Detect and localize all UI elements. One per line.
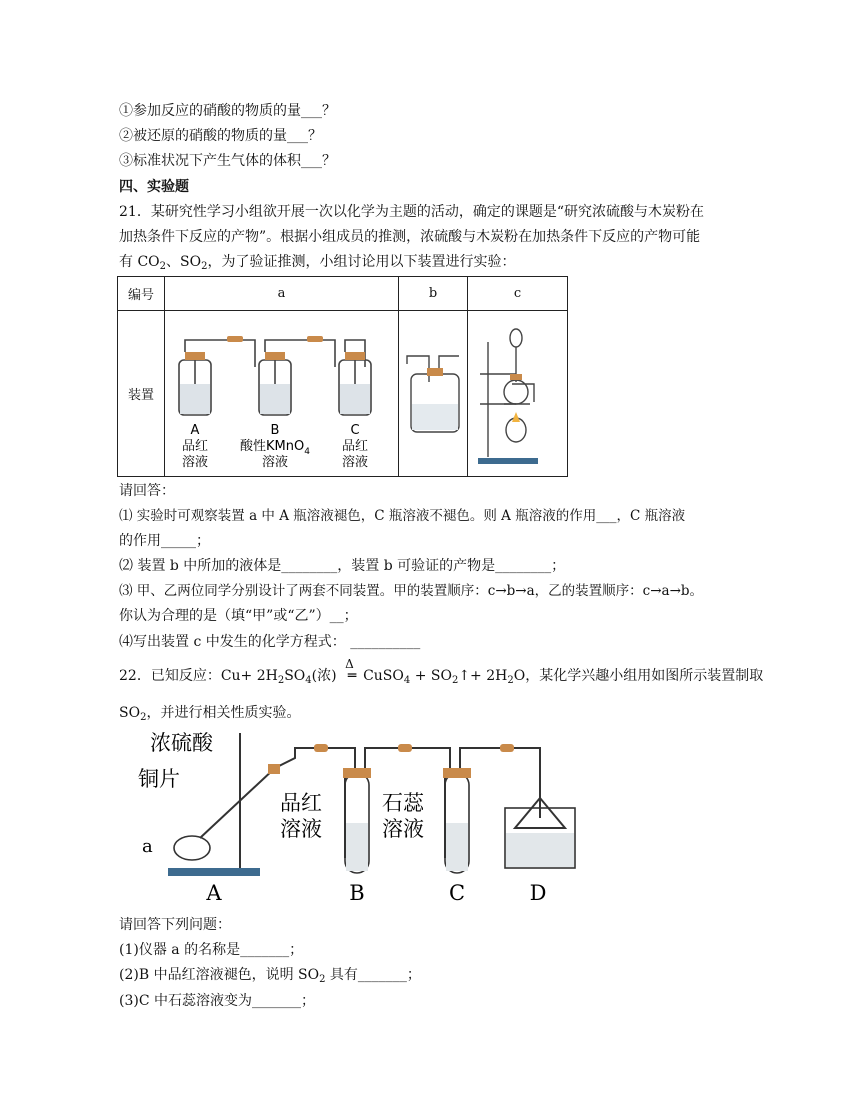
q22-stem-line1: 22．已知反应：$Cu+ 2H_2SO_4$(浓) Δ ═ CuSO$_4$ + $SO_2↑+ 2H_2O$，某化学兴趣小组用如图所示装置制取: [119, 657, 764, 686]
table-row-label: 装置: [118, 311, 165, 477]
bottle-a-label1: 品红: [181, 438, 209, 454]
q21-stem-line2: 加热条件下反应的产物”。根据小组成员的推测，浓硫酸与木炭粉在加热条件下反应的产物可能: [119, 229, 701, 245]
table-header-a: a: [165, 277, 399, 311]
label-C: C: [448, 881, 466, 905]
bottle-b-letter: B: [270, 422, 280, 438]
label-concentrated-sulfuric-acid: 浓硫酸: [150, 731, 213, 755]
q21-stem-line1: 21．某研究性学习小组欲开展一次以化学为主题的活动，确定的课题是“研究浓硫酸与木炭粉在: [119, 204, 704, 220]
apparatus-b-cell: [399, 311, 468, 477]
q22-stem-line2: $SO_2$，并进行相关性质实验。: [119, 705, 301, 723]
q21-sub4: ⑷写出装置 c 中发生的化学方程式： __________: [119, 634, 421, 650]
bottle-b-label2: 溶液: [261, 454, 289, 470]
label-pinhong: 品红: [280, 791, 322, 815]
q21-answer-intro: 请回答：: [119, 483, 175, 499]
label-pinhong-solution: 溶液: [280, 817, 322, 841]
bottle-c-label2: 溶液: [341, 454, 369, 470]
apparatus-b-diagram: [399, 312, 467, 472]
label-D: D: [529, 881, 547, 905]
q20-part3: ③标准状况下产生气体的体积___？: [119, 153, 336, 169]
apparatus-table: [117, 276, 568, 477]
table-header-label: 编号: [118, 277, 165, 311]
section-title: 四、实验题: [119, 179, 189, 195]
apparatus-c-diagram: [468, 312, 567, 472]
bottle-a-letter: A: [190, 422, 200, 438]
bottle-c-label1: 品红: [341, 438, 369, 454]
q21-stem-line3: 有 $CO_2$、$SO_2$，为了验证推测，小组讨论用以下装置进行实验：: [119, 254, 516, 272]
label-copper-sheet: 铜片: [138, 767, 180, 791]
apparatus-c-cell: [468, 311, 568, 477]
q20-part1: ①参加反应的硝酸的物质的量___？: [119, 103, 336, 119]
q21-sub1-line2: 的作用_____；: [119, 533, 210, 549]
label-A: A: [206, 881, 222, 905]
bottle-c-letter: C: [350, 422, 360, 438]
q21-sub2: ⑵ 装置 b 中所加的液体是________，装置 b 可验证的产物是________；: [119, 558, 566, 574]
q22-sub3: (3)C 中石蕊溶液变为_______；: [119, 993, 315, 1009]
q22-intro: 请回答下列问题：: [119, 917, 231, 933]
label-B: B: [349, 881, 365, 905]
q21-sub3-line2: 你认为合理的是（填“甲”或“乙”）__；: [119, 608, 358, 624]
q22-sub1: (1)仪器 a 的名称是_______；: [119, 942, 304, 958]
label-litmus-solution: 溶液: [382, 817, 424, 841]
apparatus-a-diagram: [165, 312, 398, 472]
table-header-b: b: [399, 277, 468, 311]
q20-part2: ②被还原的硝酸的物质的量___？: [119, 128, 322, 144]
q21-sub3-line1: ⑶ 甲、乙两位同学分别设计了两套不同装置。甲的装置顺序：c→b→a，乙的装置顺序：c→a→b。: [119, 583, 704, 599]
bottle-b-label1: 酸性KMnO$_4$: [240, 438, 310, 457]
heat-condition-arrow: Δ ═: [345, 657, 357, 684]
q21-sub1-line1: ⑴ 实验时可观察装置 a 中 A 瓶溶液褪色，C 瓶溶液不褪色。则 A 瓶溶液的作用___，C 瓶溶液: [119, 508, 686, 524]
q22-sub2: (2)B 中品红溶液褪色，说明 $SO_2$ 具有_______；: [119, 967, 421, 985]
label-instrument-a: a: [142, 836, 153, 857]
label-litmus: 石蕊: [382, 791, 424, 815]
apparatus-a-cell: [165, 311, 399, 477]
q22-apparatus-figure: [130, 728, 590, 908]
bottle-a-label2: 溶液: [181, 454, 209, 470]
table-header-c: c: [468, 277, 568, 311]
